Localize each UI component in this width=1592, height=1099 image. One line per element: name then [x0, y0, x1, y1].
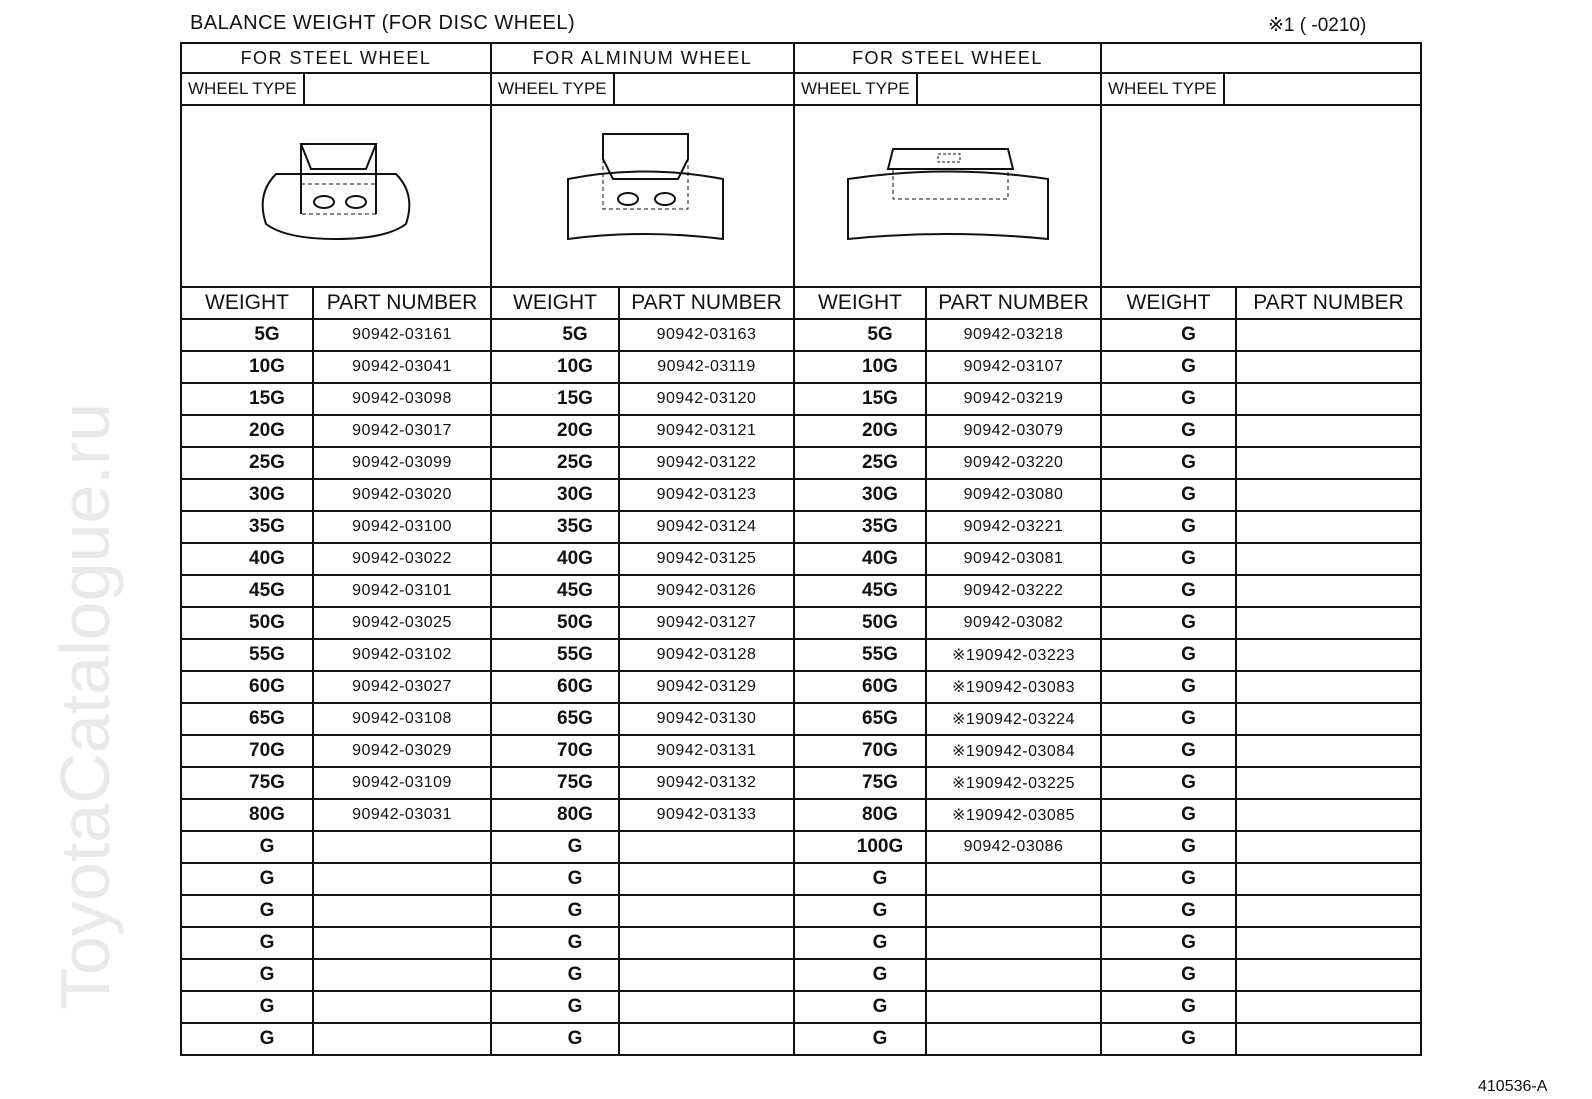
weight-cell: G [1101, 351, 1236, 383]
weight-cell: 55G [181, 639, 313, 671]
weight-cell: G [1101, 927, 1236, 959]
column-header-row [181, 287, 1421, 319]
weight-cell: G [1101, 959, 1236, 991]
weight-cell: G [794, 927, 926, 959]
weight-cell: 35G [181, 511, 313, 543]
part-number-cell [313, 959, 491, 991]
part-number-cell: ※190942-03223 [926, 639, 1101, 671]
wheel-type-row [181, 73, 1421, 105]
part-number-cell: 90942-03126 [619, 575, 794, 607]
part-number-cell: 90942-03221 [926, 511, 1101, 543]
part-number-cell: 90942-03125 [619, 543, 794, 575]
part-number-cell: 90942-03130 [619, 703, 794, 735]
part-number-cell: 90942-03017 [313, 415, 491, 447]
part-number-cell [926, 959, 1101, 991]
wheel-type-cell [794, 73, 1101, 105]
part-number-cell: 90942-03220 [926, 447, 1101, 479]
weight-cell: 60G [181, 671, 313, 703]
part-number-cell: 90942-03081 [926, 543, 1101, 575]
part-number-cell [1236, 863, 1421, 895]
part-number-cell [926, 895, 1101, 927]
part-number-cell: 90942-03031 [313, 799, 491, 831]
weight-cell: G [181, 1023, 313, 1055]
table-row [181, 735, 1421, 767]
weight-cell: G [491, 927, 619, 959]
weight-header: WEIGHT [491, 287, 619, 319]
part-number-cell [1236, 575, 1421, 607]
part-number-cell: 90942-03122 [619, 447, 794, 479]
weight-cell: 80G [181, 799, 313, 831]
part-number-cell: 90942-03099 [313, 447, 491, 479]
part-number-cell: 90942-03027 [313, 671, 491, 703]
table-row [181, 447, 1421, 479]
weight-cell: 30G [181, 479, 313, 511]
table-row [181, 831, 1421, 863]
part-number-cell: 90942-03222 [926, 575, 1101, 607]
applicability-note: ※1 ( -0210) [1268, 15, 1367, 36]
weight-cell: G [1101, 831, 1236, 863]
part-number-cell [619, 927, 794, 959]
wheel-type-cell [1101, 73, 1421, 105]
weight-cell: G [1101, 703, 1236, 735]
part-number-cell [926, 863, 1101, 895]
weight-cell: 35G [794, 511, 926, 543]
part-number-header: PART NUMBER [1236, 287, 1421, 319]
part-number-header: PART NUMBER [619, 287, 794, 319]
table-row [181, 959, 1421, 991]
weight-cell: 40G [491, 543, 619, 575]
weight-cell: 5G [794, 319, 926, 351]
part-number-cell [1236, 831, 1421, 863]
part-number-cell: 90942-03218 [926, 319, 1101, 351]
part-number-cell: 90942-03123 [619, 479, 794, 511]
weight-cell: 100G [794, 831, 926, 863]
weight-cell: G [1101, 511, 1236, 543]
weight-illustration [181, 105, 491, 287]
weight-cell: G [181, 831, 313, 863]
weight-cell: 20G [794, 415, 926, 447]
weight-cell: G [181, 927, 313, 959]
weight-cell: G [1101, 1023, 1236, 1055]
weight-cell: 55G [491, 639, 619, 671]
part-number-cell: 90942-03131 [619, 735, 794, 767]
weight-cell: 75G [181, 767, 313, 799]
part-number-cell: 90942-03100 [313, 511, 491, 543]
weight-cell: 30G [491, 479, 619, 511]
table-row [181, 991, 1421, 1023]
watermark: ToyotaCatalogue.ru [46, 402, 124, 1010]
part-number-header: PART NUMBER [926, 287, 1101, 319]
steel-adhesive-weight-icon [838, 139, 1058, 249]
part-number-cell: 90942-03109 [313, 767, 491, 799]
weight-cell: 65G [794, 703, 926, 735]
part-number-cell [619, 991, 794, 1023]
weight-cell: G [1101, 895, 1236, 927]
table-row [181, 863, 1421, 895]
table-row [181, 767, 1421, 799]
weight-cell: 25G [491, 447, 619, 479]
table-row [181, 543, 1421, 575]
part-number-cell: 90942-03163 [619, 319, 794, 351]
weight-cell: 50G [181, 607, 313, 639]
part-number-cell: ※190942-03084 [926, 735, 1101, 767]
weight-cell: 55G [794, 639, 926, 671]
weight-header: WEIGHT [794, 287, 926, 319]
weight-cell: G [1101, 479, 1236, 511]
wheel-type-label: WHEEL TYPE [182, 74, 305, 104]
weight-cell: G [491, 831, 619, 863]
part-number-cell: 90942-03022 [313, 543, 491, 575]
part-number-cell [1236, 351, 1421, 383]
part-number-cell: 90942-03132 [619, 767, 794, 799]
group-label: FOR STEEL WHEEL [181, 43, 491, 73]
weight-cell: 65G [491, 703, 619, 735]
weight-illustration [1101, 105, 1421, 287]
part-number-cell [619, 1023, 794, 1055]
weight-cell: G [181, 991, 313, 1023]
weight-cell: G [794, 991, 926, 1023]
weight-cell: G [1101, 383, 1236, 415]
part-number-cell [1236, 543, 1421, 575]
table-row [181, 319, 1421, 351]
part-number-cell [619, 831, 794, 863]
weight-cell: G [181, 959, 313, 991]
part-number-cell: 90942-03080 [926, 479, 1101, 511]
weight-cell: G [1101, 415, 1236, 447]
weight-cell: G [1101, 671, 1236, 703]
weight-cell: 70G [491, 735, 619, 767]
weight-cell: G [1101, 735, 1236, 767]
part-number-cell: ※190942-03224 [926, 703, 1101, 735]
part-number-cell: 90942-03120 [619, 383, 794, 415]
weight-cell: 80G [491, 799, 619, 831]
part-number-cell [1236, 767, 1421, 799]
part-number-cell: 90942-03133 [619, 799, 794, 831]
weight-cell: 40G [794, 543, 926, 575]
group-label [1101, 43, 1421, 73]
part-number-cell: 90942-03098 [313, 383, 491, 415]
weight-cell: 15G [491, 383, 619, 415]
part-number-cell [313, 991, 491, 1023]
table-row [181, 415, 1421, 447]
weight-cell: G [1101, 447, 1236, 479]
weight-cell: 5G [181, 319, 313, 351]
part-number-cell [1236, 895, 1421, 927]
weight-cell: G [794, 895, 926, 927]
table-row [181, 479, 1421, 511]
group-label: FOR ALMINUM WHEEL [491, 43, 794, 73]
part-number-cell [1236, 703, 1421, 735]
weight-cell: G [491, 991, 619, 1023]
weight-cell: G [794, 1023, 926, 1055]
wheel-type-label: WHEEL TYPE [795, 74, 918, 104]
part-number-cell: 90942-03161 [313, 319, 491, 351]
weight-cell: 45G [181, 575, 313, 607]
part-number-cell [313, 895, 491, 927]
part-number-cell [619, 895, 794, 927]
weight-cell: 75G [491, 767, 619, 799]
weight-illustration [794, 105, 1101, 287]
weight-cell: 10G [491, 351, 619, 383]
weight-cell: 50G [794, 607, 926, 639]
part-number-cell: 90942-03128 [619, 639, 794, 671]
part-number-cell: ※190942-03083 [926, 671, 1101, 703]
part-number-cell [313, 1023, 491, 1055]
part-number-cell [313, 863, 491, 895]
weight-cell: G [1101, 575, 1236, 607]
part-number-cell [1236, 735, 1421, 767]
table-row [181, 703, 1421, 735]
part-number-cell: 90942-03101 [313, 575, 491, 607]
part-number-cell: 90942-03041 [313, 351, 491, 383]
table-row [181, 927, 1421, 959]
weight-cell: 80G [794, 799, 926, 831]
weight-cell: G [1101, 991, 1236, 1023]
weight-cell: G [1101, 863, 1236, 895]
weight-cell: 60G [794, 671, 926, 703]
part-number-cell: 90942-03102 [313, 639, 491, 671]
part-number-cell: ※190942-03085 [926, 799, 1101, 831]
weight-cell: G [491, 895, 619, 927]
part-number-cell [1236, 639, 1421, 671]
weight-cell: G [1101, 799, 1236, 831]
steel-weight-clip-icon [246, 134, 426, 254]
part-number-cell [1236, 447, 1421, 479]
group-label: FOR STEEL WHEEL [794, 43, 1101, 73]
weight-cell: G [1101, 607, 1236, 639]
part-number-cell [1236, 511, 1421, 543]
part-number-cell: 90942-03219 [926, 383, 1101, 415]
part-number-cell: 90942-03079 [926, 415, 1101, 447]
table-row [181, 895, 1421, 927]
part-number-cell [926, 927, 1101, 959]
part-number-cell: 90942-03025 [313, 607, 491, 639]
table-row [181, 383, 1421, 415]
weight-cell: G [181, 895, 313, 927]
part-number-cell [619, 959, 794, 991]
weight-cell: G [794, 863, 926, 895]
part-number-cell [1236, 319, 1421, 351]
part-number-cell [1236, 383, 1421, 415]
weight-cell: 45G [491, 575, 619, 607]
balance-weight-table [180, 42, 1422, 1056]
page-title: BALANCE WEIGHT (FOR DISC WHEEL) [190, 12, 576, 34]
weight-cell: 65G [181, 703, 313, 735]
part-number-header: PART NUMBER [313, 287, 491, 319]
weight-cell: G [1101, 767, 1236, 799]
part-number-cell [1236, 799, 1421, 831]
weight-cell: 70G [181, 735, 313, 767]
weight-cell: 5G [491, 319, 619, 351]
weight-cell: 15G [181, 383, 313, 415]
weight-cell: 25G [181, 447, 313, 479]
part-number-cell [313, 831, 491, 863]
weight-cell: 45G [794, 575, 926, 607]
table-row [181, 607, 1421, 639]
part-number-cell: 90942-03119 [619, 351, 794, 383]
weight-cell: 50G [491, 607, 619, 639]
part-number-cell: 90942-03029 [313, 735, 491, 767]
wheel-type-label: WHEEL TYPE [1102, 74, 1225, 104]
weight-header: WEIGHT [181, 287, 313, 319]
weight-cell: 60G [491, 671, 619, 703]
part-number-cell [1236, 671, 1421, 703]
part-number-cell: 90942-03082 [926, 607, 1101, 639]
part-number-cell: 90942-03086 [926, 831, 1101, 863]
group-header-row [181, 43, 1421, 73]
wheel-type-label: WHEEL TYPE [492, 74, 615, 104]
weight-cell: 10G [181, 351, 313, 383]
part-number-cell [1236, 607, 1421, 639]
weight-cell: G [794, 959, 926, 991]
weight-cell: 70G [794, 735, 926, 767]
table-row [181, 799, 1421, 831]
part-number-cell: 90942-03121 [619, 415, 794, 447]
table-row [181, 671, 1421, 703]
part-number-cell [1236, 415, 1421, 447]
part-number-cell: 90942-03108 [313, 703, 491, 735]
part-number-cell [313, 927, 491, 959]
weight-cell: G [1101, 639, 1236, 671]
weight-cell: G [491, 959, 619, 991]
weight-cell: G [1101, 543, 1236, 575]
weight-cell: 25G [794, 447, 926, 479]
part-number-cell [926, 991, 1101, 1023]
weight-cell: G [491, 863, 619, 895]
part-number-cell [1236, 479, 1421, 511]
weight-cell: G [491, 1023, 619, 1055]
part-number-cell: 90942-03129 [619, 671, 794, 703]
illustration-row [181, 105, 1421, 287]
weight-illustration [491, 105, 794, 287]
figure-code: 410536-A [1478, 1078, 1548, 1095]
part-number-cell [619, 863, 794, 895]
table-row [181, 351, 1421, 383]
weight-cell: 10G [794, 351, 926, 383]
weight-cell: G [181, 863, 313, 895]
aluminum-weight-clip-icon [553, 129, 733, 259]
part-number-cell [926, 1023, 1101, 1055]
part-number-cell [1236, 991, 1421, 1023]
part-number-cell [1236, 959, 1421, 991]
part-number-cell: 90942-03124 [619, 511, 794, 543]
part-number-cell: 90942-03020 [313, 479, 491, 511]
part-number-cell: 90942-03107 [926, 351, 1101, 383]
weight-cell: 40G [181, 543, 313, 575]
table-row [181, 575, 1421, 607]
part-number-cell: 90942-03127 [619, 607, 794, 639]
table-row [181, 1023, 1421, 1055]
weight-header: WEIGHT [1101, 287, 1236, 319]
weight-cell: 20G [181, 415, 313, 447]
wheel-type-cell [491, 73, 794, 105]
weight-cell: 75G [794, 767, 926, 799]
weight-cell: G [1101, 319, 1236, 351]
weight-cell: 15G [794, 383, 926, 415]
part-number-cell: ※190942-03225 [926, 767, 1101, 799]
table-row [181, 639, 1421, 671]
weight-cell: 35G [491, 511, 619, 543]
part-number-cell [1236, 927, 1421, 959]
wheel-type-cell [181, 73, 491, 105]
table-row [181, 511, 1421, 543]
weight-cell: 30G [794, 479, 926, 511]
weight-cell: 20G [491, 415, 619, 447]
part-number-cell [1236, 1023, 1421, 1055]
